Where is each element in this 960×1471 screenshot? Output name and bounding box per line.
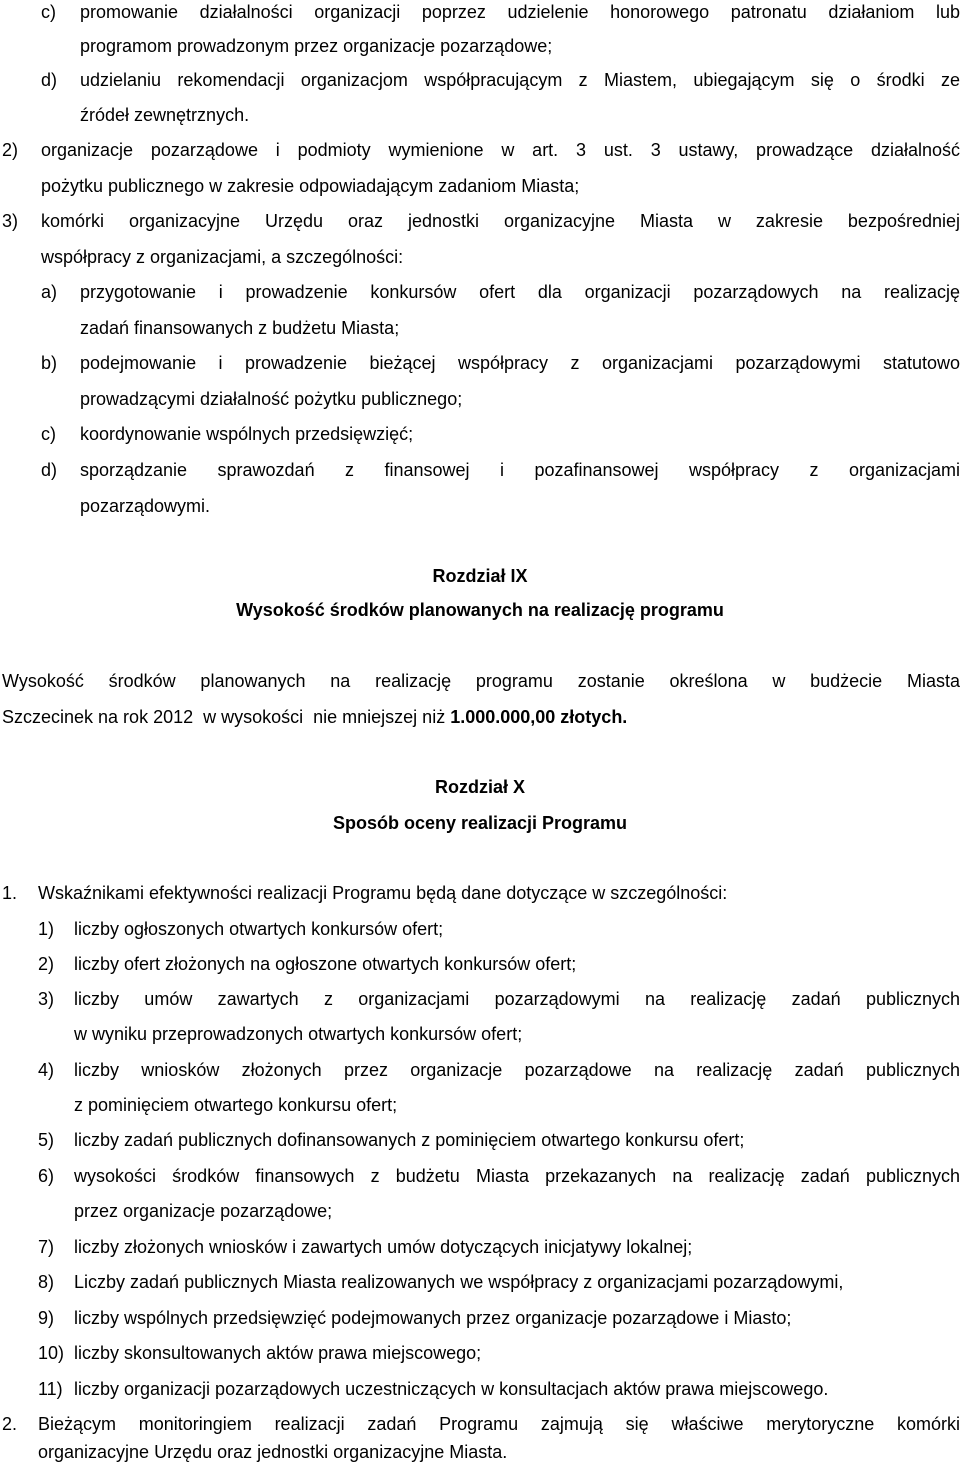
paragraph-text: Wysokość środków planowanych na realizację programu zostanie określona w budżecie Miasta [2, 671, 960, 691]
item-text: Liczby zadań publicznych Miasta realizowanych we współpracy z organizacjami pozarządowymi, [74, 1272, 844, 1292]
indicator-item-8 [0, 1264, 960, 1300]
list-item-c [0, 0, 960, 30]
item-text: prowadzącymi działalność pożytku publicznego; [80, 389, 463, 409]
item-marker: b) [41, 353, 58, 373]
amount: 1.000.000,00 złotych. [450, 707, 628, 727]
item-text: organizacje pozarządowe i podmioty wymienione w art. 3 ust. 3 ustawy, prowadzące działalność [41, 140, 960, 160]
item-marker: 2) [2, 140, 19, 160]
indicator-item-6-cont [0, 1193, 960, 1229]
item-text: liczby złożonych wniosków i zawartych umów dotyczących inicjatywy lokalnej; [74, 1237, 693, 1257]
item-text: udzielaniu rekomendacji organizacjom współpracującym z Miastem, ubiegającym się o środki ze [80, 70, 960, 90]
indicator-item-10 [0, 1335, 960, 1371]
item-marker: 11) [38, 1379, 63, 1399]
chapter-10-heading: Rozdział X [434, 777, 525, 797]
item-text: promowanie działalności organizacji poprzez udzielenie honorowego patronatu działaniom lub [80, 2, 960, 22]
list-item-c-cont [0, 28, 960, 64]
item-text: liczby organizacji pozarządowych uczestniczących w konsultacjach aktów prawa miejscowego. [74, 1379, 829, 1399]
item-marker: 2) [38, 954, 55, 974]
item-text: przygotowanie i prowadzenie konkursów ofert dla organizacji pozarządowych na realizację [80, 282, 960, 302]
item-text: Wskaźnikami efektywności realizacji Programu będą dane dotyczące w szczególności: [38, 883, 728, 903]
chapter-9-paragraph [0, 663, 960, 699]
item-text: zadań finansowanych z budżetu Miasta; [80, 318, 400, 338]
item-text: z pominięciem otwartego konkursu ofert; [74, 1095, 398, 1115]
item-marker: c) [41, 2, 56, 22]
indicator-item-1 [0, 911, 960, 947]
item-text: liczby skonsultowanych aktów prawa miejscowego; [74, 1343, 482, 1363]
chapter-9-title: Wysokość środków planowanych na realizację programu [236, 600, 724, 620]
item-marker: d) [41, 460, 58, 480]
item-text: liczby wspólnych przedsięwzięć podejmowanych przez organizacje pozarządowe i Miasto; [74, 1308, 792, 1328]
item-marker: 1. [2, 883, 18, 903]
chapter-9-heading: Rozdział IX [432, 566, 528, 586]
chapter-9-paragraph-cont [0, 699, 960, 735]
list-item-d-cont [0, 97, 960, 133]
item-text: źródeł zewnętrznych. [80, 105, 250, 125]
item-marker: 6) [38, 1166, 55, 1186]
numbered-paragraph-1 [0, 875, 960, 911]
item-text: liczby wniosków złożonych przez organizacje pozarządowe na realizację zadań publicznych [74, 1060, 960, 1080]
item-marker: 10) [38, 1343, 65, 1363]
item-marker: 5) [38, 1130, 55, 1150]
indicator-item-4-cont [0, 1087, 960, 1123]
item-marker: 3) [2, 211, 19, 231]
indicator-item-3 [0, 981, 960, 1017]
sub-item-a-cont [0, 310, 960, 346]
item-marker: c) [41, 424, 56, 444]
sub-item-d-cont [0, 488, 960, 524]
item-text: w wyniku przeprowadzonych otwartych konkursów ofert; [74, 1024, 523, 1044]
item-text: pozarządowymi. [80, 496, 211, 516]
item-text: komórki organizacyjne Urzędu oraz jednostki organizacyjne Miasta w zakresie bezpośredniej [41, 211, 960, 231]
sub-item-b-cont [0, 381, 960, 417]
numbered-paragraph-2-cont [0, 1434, 960, 1470]
item-marker: 1) [38, 919, 55, 939]
item-marker: 8) [38, 1272, 55, 1292]
sub-item-b [0, 345, 960, 381]
indicator-item-5 [0, 1122, 960, 1158]
sub-item-c [0, 416, 960, 452]
item-text: Bieżącym monitoringiem realizacji zadań Programu zajmują się właściwe merytoryczne komórki [38, 1414, 960, 1434]
item-text: podejmowanie i prowadzenie bieżącej współpracy z organizacjami pozarządowymi statutowo [80, 353, 960, 373]
item-marker: 9) [38, 1308, 55, 1328]
item-marker: 7) [38, 1237, 55, 1257]
item-text: organizacyjne Urzędu oraz jednostki organizacyjne Miasta. [38, 1442, 508, 1462]
list-item-3 [0, 203, 960, 239]
item-text: liczby ogłoszonych otwartych konkursów ofert; [74, 919, 444, 939]
item-text: współpracy z organizacjami, a szczególności: [41, 247, 404, 267]
indicator-item-7 [0, 1229, 960, 1265]
list-item-2 [0, 132, 960, 168]
item-text: liczby umów zawartych z organizacjami pozarządowymi na realizację zadań publicznych [74, 989, 960, 1009]
list-item-d [0, 62, 960, 98]
item-marker: 2. [2, 1414, 18, 1434]
item-marker: a) [41, 282, 58, 302]
sub-item-d [0, 452, 960, 488]
indicator-item-6 [0, 1158, 960, 1194]
indicator-item-3-cont [0, 1016, 960, 1052]
item-text: programom prowadzonym przez organizacje pozarządowe; [80, 36, 553, 56]
item-text: pożytku publicznego w zakresie odpowiadającym zadaniom Miasta; [41, 176, 580, 196]
indicator-item-4 [0, 1052, 960, 1088]
paragraph-text-amount-line [2, 699, 627, 735]
item-marker: 4) [38, 1060, 55, 1080]
item-text: koordynowanie wspólnych przedsięwzięć; [80, 424, 414, 444]
item-marker: 3) [38, 989, 55, 1009]
item-text: sporządzanie sprawozdań z finansowej i pozafinansowej współpracy z organizacjami [80, 460, 960, 480]
list-item-3-cont [0, 239, 960, 275]
indicator-item-11 [0, 1371, 960, 1407]
item-text: liczby zadań publicznych dofinansowanych z pominięciem otwartego konkursu ofert; [74, 1130, 745, 1150]
chapter-10-title: Sposób oceny realizacji Programu [332, 813, 628, 833]
sub-item-a [0, 274, 960, 310]
indicator-item-9 [0, 1300, 960, 1336]
indicator-item-2 [0, 946, 960, 982]
item-text: wysokości środków finansowych z budżetu Miasta przekazanych na realizację zadań publicznych [74, 1166, 960, 1186]
item-text: przez organizacje pozarządowe; [74, 1201, 333, 1221]
item-text: liczby ofert złożonych na ogłoszone otwartych konkursów ofert; [74, 954, 577, 974]
item-marker: d) [41, 70, 58, 90]
list-item-2-cont [0, 168, 960, 204]
paragraph-text: Szczecinek na rok 2012 w wysokości nie mniejszej niż [2, 707, 451, 727]
